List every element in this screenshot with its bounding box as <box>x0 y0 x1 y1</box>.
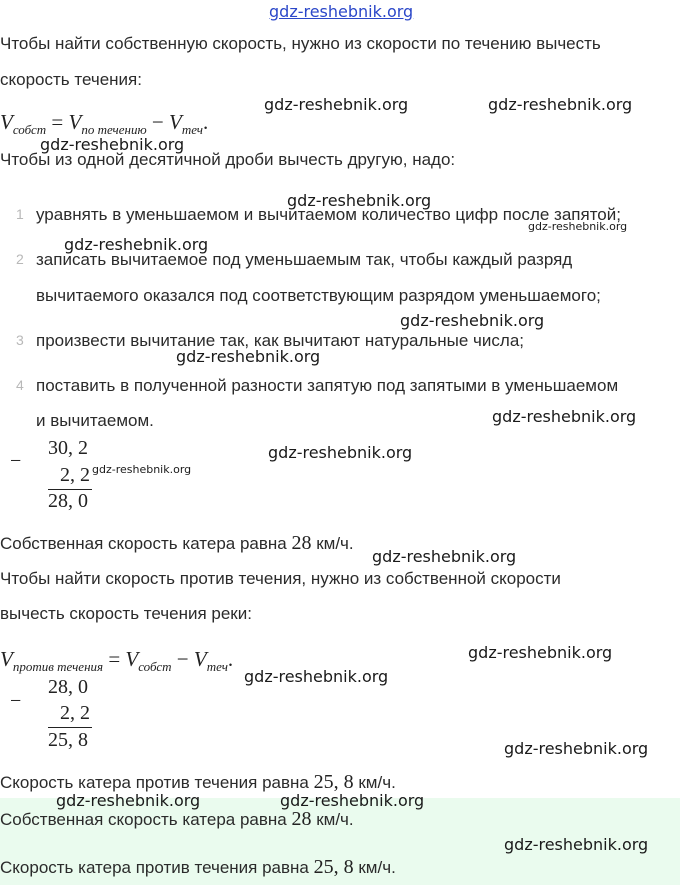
watermark: gdz-reshebnik.org <box>176 347 321 366</box>
step-2-text: записать вычитаемое под уменьшаемым так, чтобы каждый разряд <box>36 250 573 269</box>
step-4-text-cont: и вычитаемом. <box>36 411 154 430</box>
calc2-minus-sign: − <box>10 690 22 712</box>
intro-line-1: Чтобы найти собственную скорость, нужно из скорости по течению вычесть <box>0 34 601 53</box>
watermark: gdz-reshebnik.org <box>488 95 633 114</box>
step-3-text: произвести вычитание так, как вычитают натуральные числа; <box>36 331 524 350</box>
watermark: gdz-reshebnik.org <box>400 311 545 330</box>
own-speed-sentence: Собственная скорость катера равна 28 км/ч. <box>0 532 354 554</box>
calc2-subtrahend: 2, 2 <box>60 702 90 724</box>
calc1-minus-sign: − <box>10 450 22 472</box>
calc1-subtrahend: 2, 2 <box>60 464 90 486</box>
formula-against-speed: $V_{против течения} = V_{собст} - V_{теч}$. <box>0 647 234 675</box>
watermark: gdz-reshebnik.org <box>264 95 409 114</box>
calc2-result: 25, 8 <box>48 729 88 751</box>
calc1-result: 28, 0 <box>48 490 88 512</box>
watermark: gdz-reshebnik.org <box>40 135 185 154</box>
watermark: gdz-reshebnik.org <box>528 220 628 233</box>
intro-line-2: скорость течения: <box>0 70 142 89</box>
step-3-number: 3 <box>16 332 24 348</box>
against-speed-sentence: Скорость катера против течения равна 25, 8 км/ч. <box>0 771 396 793</box>
watermark: gdz-reshebnik.org <box>280 791 425 810</box>
against-line-2: вычесть скорость течения реки: <box>0 604 252 623</box>
rule-intro: Чтобы из одной десятичной дроби вычесть другую, надо: <box>0 150 456 169</box>
calc1-minuend: 30, 2 <box>48 437 88 459</box>
answer-own-speed: Собственная скорость катера равна 28 км/ч. <box>0 808 354 830</box>
watermark: gdz-reshebnik.org <box>244 667 389 686</box>
watermark: gdz-reshebnik.org <box>504 739 649 758</box>
watermark: gdz-reshebnik.org <box>492 407 637 426</box>
step-2-text-cont: вычитаемого оказался под соответствующим разрядом уменьшаемого; <box>36 286 601 305</box>
watermark: gdz-reshebnik.org <box>56 791 201 810</box>
watermark: gdz-reshebnik.org <box>504 835 649 854</box>
step-1-number: 1 <box>16 206 24 222</box>
calc2-minuend: 28, 0 <box>48 676 88 698</box>
watermark: gdz-reshebnik.org <box>372 547 517 566</box>
formula-own-speed: $V_{собст} = V_{по течению} - V_{теч}$. <box>0 110 209 138</box>
step-1-text: уравнять в уменьшаемом и вычитаемом количество цифр после запятой; <box>36 205 621 224</box>
step-4-number: 4 <box>16 377 24 393</box>
watermark: gdz-reshebnik.org <box>468 643 613 662</box>
against-line-1: Чтобы найти скорость против течения, нужно из собственной скорости <box>0 569 561 588</box>
step-4-text: поставить в полученной разности запятую под запятыми в уменьшаемом <box>36 376 619 395</box>
answer-against-speed: Скорость катера против течения равна 25, 8 км/ч. <box>0 856 396 878</box>
watermark: gdz-reshebnik.org <box>287 191 432 210</box>
watermark: gdz-reshebnik.org <box>92 463 192 476</box>
watermark: gdz-reshebnik.org <box>268 443 413 462</box>
watermark-top: gdz-reshebnik.org <box>269 2 414 21</box>
watermark: gdz-reshebnik.org <box>64 235 209 254</box>
step-2-number: 2 <box>16 251 24 267</box>
